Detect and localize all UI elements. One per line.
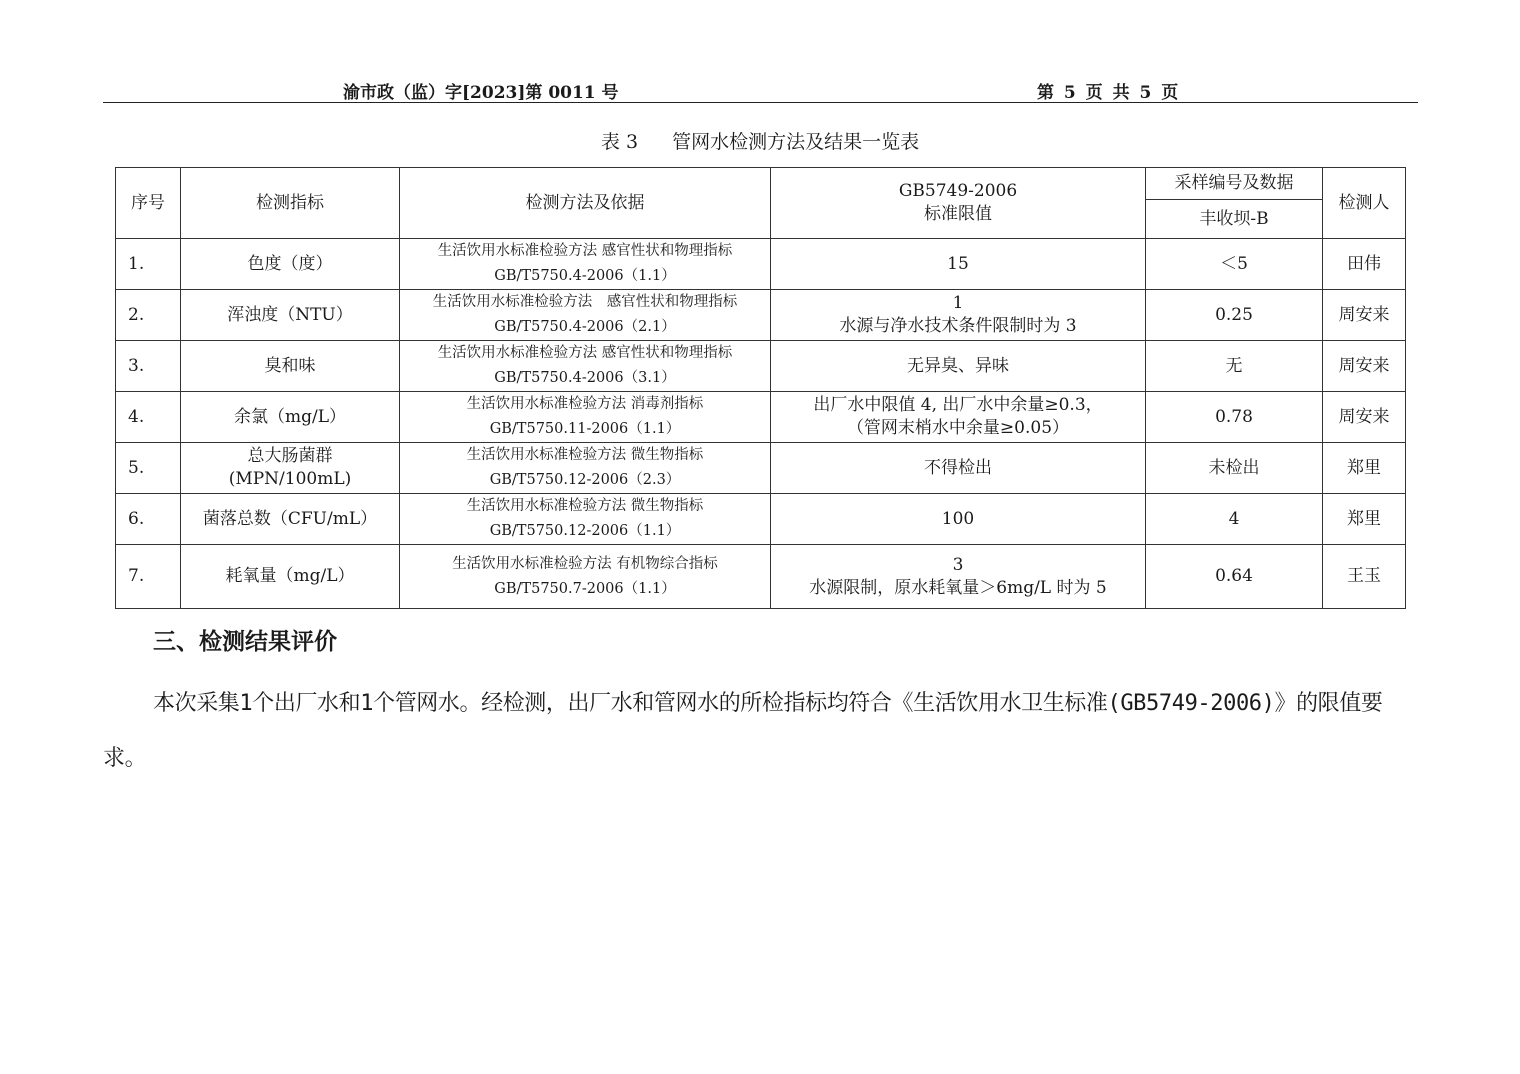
limit-value: 不得检出 (924, 457, 992, 478)
table-row (116, 392, 1406, 443)
table-row (116, 545, 1406, 609)
cell-method (400, 494, 771, 545)
cell-inspector: 郑里 (1323, 443, 1406, 494)
limit-value: 出厂水中限值 4, 出厂水中余量≥0.3， (813, 395, 1103, 416)
cell-value: 0.25 (1146, 290, 1323, 341)
cell-value: 无 (1146, 341, 1323, 392)
method-code: GB/T5750.12-2006（2.3） (489, 472, 681, 488)
cell-value: 0.78 (1146, 392, 1323, 443)
table-number: 表 3 (600, 131, 639, 153)
method-name: 生活饮用水标准检验方法 有机物综合指标 (452, 555, 718, 572)
method-code: GB/T5750.4-2006（3.1） (494, 370, 676, 386)
cell-limit (771, 290, 1146, 341)
method-code: GB/T5750.11-2006（1.1） (489, 421, 681, 437)
method-code: GB/T5750.4-2006（1.1） (494, 268, 676, 284)
cell-method (400, 392, 771, 443)
indicator-name: 总大肠菌群 (247, 446, 333, 467)
header-indicator: 检测指标 (181, 168, 400, 239)
header-standard (771, 168, 1146, 239)
document-number: 渝市政（监）字[2023]第 0011 号 (343, 83, 619, 103)
table-row (116, 290, 1406, 341)
cell-limit (771, 443, 1146, 494)
cell-seq: 4. (116, 392, 181, 443)
cell-limit (771, 239, 1146, 290)
header-standard-code: GB5749-2006 (898, 181, 1018, 202)
limit-note: （管网末梢水中余量≥0.05） (846, 418, 1070, 438)
header-method: 检测方法及依据 (400, 168, 771, 239)
method-name: 生活饮用水标准检验方法 微生物指标 (466, 498, 704, 515)
cell-inspector: 周安来 (1323, 341, 1406, 392)
table-caption (0, 127, 1520, 154)
limit-value: 3 (952, 554, 964, 575)
cell-value: 未检出 (1146, 443, 1323, 494)
cell-limit (771, 341, 1146, 392)
method-name: 生活饮用水标准检验方法 感官性状和物理指标 (437, 345, 733, 362)
table-row (116, 494, 1406, 545)
method-code: GB/T5750.4-2006（2.1） (494, 319, 676, 335)
header-sample-group: 采样编号及数据 (1146, 168, 1323, 200)
cell-indicator: 余氯（mg/L） (181, 392, 400, 443)
results-table (115, 167, 1406, 609)
evaluation-paragraph: 本次采集1个出厂水和1个管网水。经检测，出厂水和管网水的所检指标均符合《生活饮用水卫生标准(GB5749-2006)》的限值要求。 (103, 691, 1383, 771)
cell-method (400, 290, 771, 341)
method-name: 生活饮用水标准检验方法 感官性状和物理指标 (432, 294, 738, 311)
method-name: 生活饮用水标准检验方法 微生物指标 (466, 447, 704, 464)
header-seq: 序号 (116, 168, 181, 239)
limit-value: 100 (941, 508, 975, 529)
cell-indicator: 臭和味 (181, 341, 400, 392)
cell-indicator: 耗氧量（mg/L） (181, 545, 400, 609)
cell-indicator: 浑浊度（NTU） (181, 290, 400, 341)
header-standard-limit: 标准限值 (924, 204, 992, 224)
method-code: GB/T5750.7-2006（1.1） (494, 580, 676, 597)
cell-inspector: 田伟 (1323, 239, 1406, 290)
cell-inspector: 郑里 (1323, 494, 1406, 545)
limit-note: 水源限制，原水耗氧量＞6mg/L 时为 5 (809, 577, 1107, 598)
cell-limit (771, 392, 1146, 443)
cell-value: 0.64 (1146, 545, 1323, 609)
cell-inspector: 王玉 (1323, 545, 1406, 609)
table-row (116, 341, 1406, 392)
cell-seq: 2. (116, 290, 181, 341)
cell-method (400, 443, 771, 494)
table-title: 管网水检测方法及结果一览表 (672, 131, 920, 153)
cell-seq: 5. (116, 443, 181, 494)
limit-note: 水源与净水技术条件限制时为 3 (839, 316, 1077, 336)
table-row (116, 443, 1406, 494)
cell-indicator: 菌落总数（CFU/mL） (181, 494, 400, 545)
cell-limit (771, 494, 1146, 545)
cell-seq: 3. (116, 341, 181, 392)
cell-seq: 6. (116, 494, 181, 545)
cell-indicator (181, 443, 400, 494)
cell-method (400, 545, 771, 609)
cell-seq: 7. (116, 545, 181, 609)
cell-inspector: 周安来 (1323, 290, 1406, 341)
header-sample-point: 丰收坝-B (1146, 200, 1323, 239)
cell-value: ＜5 (1146, 239, 1323, 290)
method-code: GB/T5750.12-2006（1.1） (489, 523, 681, 539)
cell-method (400, 239, 771, 290)
limit-value: 15 (947, 253, 969, 274)
cell-value: 4 (1146, 494, 1323, 545)
cell-limit (771, 545, 1146, 609)
method-name: 生活饮用水标准检验方法 感官性状和物理指标 (437, 243, 733, 260)
indicator-unit: (MPN/100mL) (228, 469, 352, 489)
page-header (103, 78, 1418, 103)
limit-value: 1 (952, 293, 964, 314)
page-number: 第 5 页 共 5 页 (1037, 83, 1179, 103)
cell-indicator: 色度（度） (181, 239, 400, 290)
header-inspector: 检测人 (1323, 168, 1406, 239)
limit-value: 无异臭、异味 (907, 355, 1009, 376)
cell-method (400, 341, 771, 392)
cell-inspector: 周安来 (1323, 392, 1406, 443)
table-row (116, 239, 1406, 290)
method-name: 生活饮用水标准检验方法 消毒剂指标 (466, 396, 704, 413)
cell-seq: 1. (116, 239, 181, 290)
section-heading: 三、检测结果评价 (153, 629, 337, 655)
